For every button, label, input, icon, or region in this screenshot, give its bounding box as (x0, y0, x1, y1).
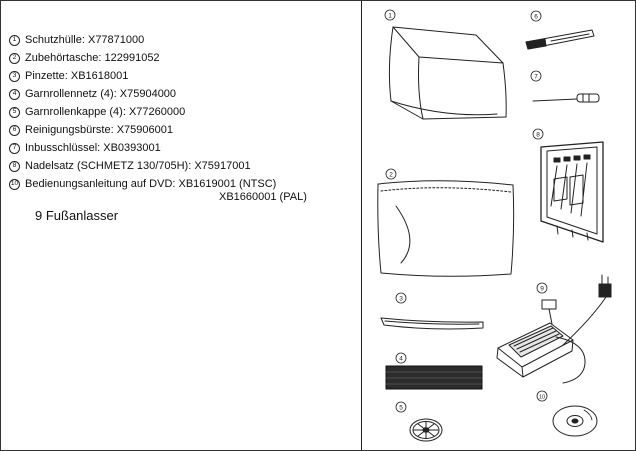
spool-cap-icon (410, 419, 442, 441)
part-number-badge: 3 (9, 71, 20, 82)
figure-label-10: 10 (538, 394, 546, 401)
part-number-badge: 4 (9, 89, 20, 100)
spool-net-icon (386, 366, 482, 389)
figure-label-1: 1 (388, 12, 392, 20)
part-number-badge: 5 (9, 107, 20, 118)
part-number-badge: 7 (9, 143, 20, 154)
part-description: Pinzette: XB1618001 (25, 70, 129, 82)
accessories-illustration (1, 1, 635, 450)
accessory-bag-icon (378, 181, 514, 277)
foot-controller-note: 9 Fußanlasser (35, 208, 119, 223)
cleaning-brush-icon (526, 30, 594, 49)
part-number-badge: 2 (9, 53, 20, 64)
part-number-badge: 6 (9, 125, 20, 136)
part-description: Garnrollenkappe (4): X77260000 (25, 106, 186, 118)
part-number-badge: 1 (9, 35, 20, 46)
foot-controller-icon (497, 275, 611, 383)
dvd-icon (553, 406, 597, 436)
part-description: Inbusschlüssel: XB0393001 (25, 142, 161, 154)
figure-label-6: 6 (534, 13, 538, 21)
dust-cover-icon (389, 27, 506, 119)
figure-label-3: 3 (399, 295, 403, 303)
part-description: Garnrollennetz (4): X75904000 (25, 88, 177, 100)
figure-label-2: 2 (389, 171, 393, 179)
figure-label-7: 7 (534, 73, 538, 81)
part-description-line2: XB1660001 (PAL) (219, 191, 307, 203)
hex-key-icon (533, 94, 599, 102)
part-description: Schutzhülle: X77871000 (25, 34, 145, 46)
part-number-badge: 10 (9, 179, 20, 190)
figure-label-5: 5 (399, 404, 403, 412)
needle-set-icon (541, 142, 603, 242)
part-description: Reinigungsbürste: X75906001 (25, 124, 174, 136)
part-number-badge: 8 (9, 161, 20, 172)
tweezers-icon (381, 318, 483, 329)
part-description-line1: Bedienungsanleitung auf DVD: XB1619001 (NTSC) (25, 178, 277, 190)
figure-label-4: 4 (399, 355, 403, 363)
figure-label-8: 8 (536, 131, 540, 139)
figure-label-9: 9 (540, 285, 544, 293)
part-description: Zubehörtasche: 122991052 (25, 52, 160, 64)
part-description: Nadelsatz (SCHMETZ 130/705H): X75917001 (25, 160, 251, 172)
